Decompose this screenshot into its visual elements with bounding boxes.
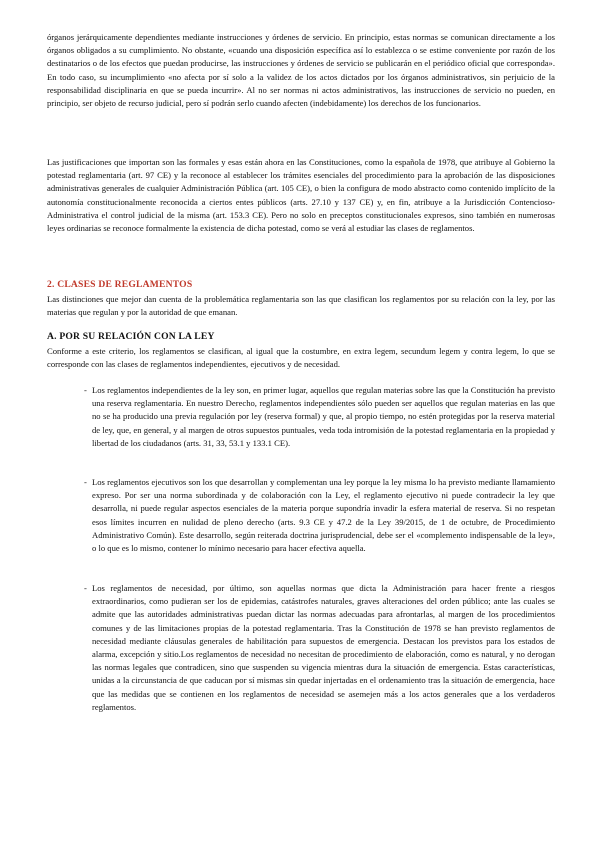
list-item-independientes (84, 384, 555, 450)
list-dash-marker: - (84, 583, 87, 593)
paragraph-criterio: Conforme a este criterio, los reglamentos se clasifican, al igual que la costumbre, en extra legem, secundum legem y contra legem, lo que se corresponde con las clases de reglamentos independientes, ejecutivos y de necesidad. (47, 346, 555, 370)
list-item-text: Los reglamentos ejecutivos son los que desarrollan y complementan una ley porque la ley misma lo ha previsto mediante llamamiento expreso. Por ser una norma subordinada y de colaboración con la Ley, el reglamento ejecutivo ni puede contradecir la ley que desarrolla, ni puede regular aspectos esenciales de la materia porque supondría invadir la esfera material de reserva. Si no respetan esos límites incurren en nulidad de pleno derecho (arts. 9.3 CE y 47.2 de la Ley 39/2015, de 1 de octubre, de Procedimiento Administrativo Común). Este desarrollo, según reiterada doctrina jurisprudencial, debe ser el «complemento indispensable de la ley», o lo que es lo mismo, contener lo mínimo necesario para hacer efectiva aquella. (92, 477, 555, 554)
list-dash-marker: - (84, 477, 87, 487)
list-item-necesidad (84, 582, 555, 714)
list-dash-marker: - (84, 385, 87, 395)
list-item-text: Los reglamentos independientes de la ley son, en primer lugar, aquellos que regulan materias sobre las que la Constitución ha previsto una reserva reglamentaria. En nuestro Derecho, reglamentos independientes sólo pueden ser aquellos que regulan materias en las que no se ha producido una previa regulación por ley (reserva formal) y que, al propio tiempo, no estén protegidas por la reserva material de ley, que, en general, y al margen de otros supuestos puntuales, veda toda intromisión de la potestad reglamentaria en la propiedad y libertad de los ciudadanos (arts. 31, 33, 53.1 y 133.1 CE). (92, 385, 555, 448)
section-heading-clases: 2. CLASES DE REGLAMENTOS (47, 279, 193, 290)
paragraph-instrucciones: órganos jerárquicamente dependientes mediante instrucciones y órdenes de servicio. En principio, estas normas se comunican directamente a los órganos obligados a su cumplimiento. No obstante, «cuando una disposición específica así lo establezca o se estime conveniente por razón de los destinatarios o de los efectos que puedan producirse, las instrucciones y órdenes de servicio se publicarán en el periódico oficial que corresponda». En todo caso, su incumplimiento «no afecta por sí solo a la validez de los actos dictados por los órganos administrativos, sin perjuicio de la responsabilidad disciplinaria en que se pueda incurrir». Al no ser normas ni actos administrativos, las instrucciones de servicio no pueden, en principio, ser objeto de recurso judicial, pero sí podrán serlo cuando afecten (indebidamente) los derechos de los funcionarios. (47, 32, 555, 109)
list-item-text: Los reglamentos de necesidad, por último, son aquellas normas que dicta la Administración para hacer frente a riesgos extraordinarios, como pudieran ser los de epidemias, catástrofes naturales, graves alteraciones del orden público; ante las cuales se admite que las autoridades administrativas puedan dictar las normas adecuadas para afrontarlas, al margen de los procedimientos comunes y de las limitaciones propias de la potestad reglamentaria. Tras la Constitución de 1978 se han previsto reglamentos de necesidad mediante cláusulas generales de habilitación para supuestos de emergencia. Destacan los previstos para los estados de alarma, excepción y sitio.Los reglamentos de necesidad no necesitan de procedimiento de elaboración, como es natural, y no derogan las normas legales que contradicen, sino que suspenden su vigencia mientras dura la situación de emergencia. Estas características, unidas a la circunstancia de que caducan por sí mismas sin quedar injertadas en el ordenamiento tras la situación de emergencia, hace que las medidas que se contienen en los reglamentos de necesidad se asemejen más a los actos generales que a los verdaderos reglamentos. (92, 583, 555, 712)
paragraph-distinciones: Las distinciones que mejor dan cuenta de la problemática reglamentaria son las que clasifican los reglamentos por su relación con la ley, por las materias que regulan y por la autoridad de que emanan. (47, 294, 555, 318)
list-item-ejecutivos (84, 476, 555, 555)
paragraph-justificaciones: Las justificaciones que importan son las formales y esas están ahora en las Constituciones, como la española de 1978, que atribuye al Gobierno la potestad reglamentaria (art. 97 CE) y la reconoce al establecer los trámites esenciales del procedimiento para la aprobación de las disposiciones administrativas generales de cualquier Administración Pública (art. 105 CE), o bien la configura de modo abstracto como contenido implícito de la autonomía constitucionalmente reconocida a ciertos entes públicos (arts. 27.10 y 137 CE) y, en fin, atribuye a la Jurisdicción Contencioso-Administrativa el control judicial de la misma (art. 153.3 CE). Pero no solo en preceptos constitucionales expresos, sino también en numerosas leyes ordinarias se reconoce formalmente la existencia de dicha potestad, como se verá al estudiar las clases de reglamentos. (47, 157, 555, 234)
subheading-relacion-ley: A. POR SU RELACIÓN CON LA LEY (47, 331, 215, 342)
